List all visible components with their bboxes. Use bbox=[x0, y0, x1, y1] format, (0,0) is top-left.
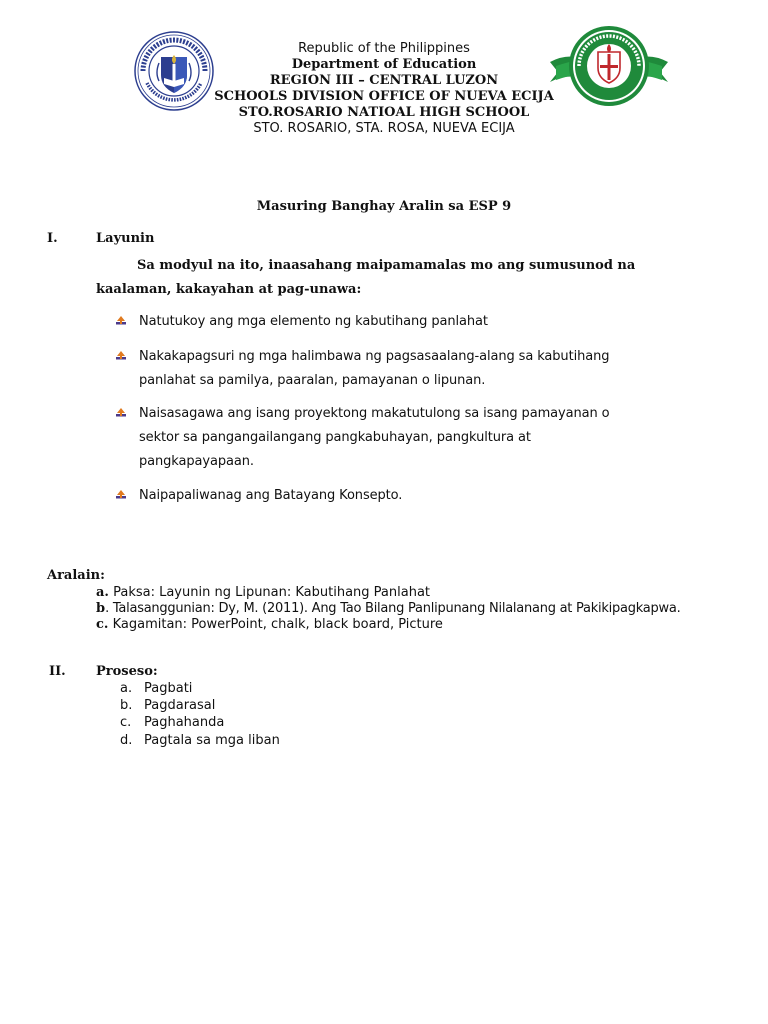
item-text: Pagtala sa mga liban bbox=[144, 733, 280, 748]
item-marker: c. bbox=[120, 715, 132, 730]
item-text: Paghahanda bbox=[144, 715, 225, 730]
objective-text-line1: Natutukoy ang mga elemento ng kabutihang panlahat bbox=[139, 314, 488, 329]
lesson-plan-title: Masuring Banghay Aralin sa ESP 9 bbox=[256, 199, 512, 214]
objective-item bbox=[116, 345, 676, 393]
objective-text-line2: sektor sa pangangailangang pangkabuhayan, pangkultura at bbox=[139, 430, 531, 445]
item-marker: a. bbox=[120, 681, 133, 696]
aralain-item bbox=[96, 585, 430, 601]
item-marker: b. bbox=[120, 698, 133, 713]
item-marker: d. bbox=[120, 733, 133, 748]
objective-item bbox=[116, 402, 676, 474]
header-address: STO. ROSARIO, STA. ROSA, NUEVA ECIJA bbox=[253, 121, 515, 136]
header-school-name: STO.ROSARIO NATIOAL HIGH SCHOOL bbox=[238, 105, 530, 120]
item-text: Paksa: Layunin ng Lipunan: Kabutihang Panlahat bbox=[113, 585, 431, 600]
section-heading: Layunin bbox=[96, 231, 155, 246]
intro-text-line1: Sa modyul na ito, inaasahang maipamamalas mo ang sumusunod na bbox=[137, 258, 636, 273]
arrow-bullet-icon bbox=[116, 316, 128, 328]
item-marker: b bbox=[96, 601, 106, 616]
objective-item bbox=[116, 310, 676, 334]
header-republic: Republic of the Philippines bbox=[298, 41, 470, 56]
section-number: I. bbox=[47, 231, 58, 246]
proseso-item bbox=[120, 698, 215, 714]
header-division: SCHOOLS DIVISION OFFICE OF NUEVA ECIJA bbox=[214, 89, 554, 104]
section-heading: Proseso: bbox=[96, 664, 158, 679]
aralain-label: Aralain: bbox=[47, 568, 105, 583]
objective-text-line1: Naisasagawa ang isang proyektong makatutulong sa isang pamayanan o bbox=[139, 406, 610, 421]
intro-text-line2: kaalaman, kakayahan at pag-unawa: bbox=[96, 282, 362, 297]
objective-text-line2: panlahat sa pamilya, paaralan, pamayanan o lipunan. bbox=[139, 373, 486, 388]
item-text: Pagdarasal bbox=[144, 698, 216, 713]
objective-text-line1: Naipapaliwanag ang Batayang Konsepto. bbox=[139, 488, 403, 503]
section-number: II. bbox=[49, 664, 66, 679]
item-text: . Talasanggunian: Dy, M. (2011). Ang Tao Bilang Panlipunang Nilalanang at Pakikipagkapwa. bbox=[105, 601, 681, 616]
objective-text-line1: Nakakapagsuri ng mga halimbawa ng pagsasaalang-alang sa kabutihang bbox=[139, 349, 610, 364]
item-text: Pagbati bbox=[144, 681, 193, 696]
header-department: Department of Education bbox=[291, 57, 477, 72]
proseso-item bbox=[120, 681, 192, 697]
aralain-item bbox=[96, 617, 443, 633]
arrow-bullet-icon bbox=[116, 351, 128, 363]
item-marker: a. bbox=[96, 585, 109, 600]
school-seal-logo bbox=[548, 22, 670, 114]
arrow-bullet-icon bbox=[116, 408, 128, 420]
aralain-item bbox=[96, 601, 681, 617]
arrow-bullet-icon bbox=[116, 490, 128, 502]
objective-text-line3: pangkapayapaan. bbox=[139, 454, 254, 469]
header-region: REGION III – CENTRAL LUZON bbox=[269, 73, 499, 88]
proseso-item bbox=[120, 733, 280, 749]
proseso-item bbox=[120, 715, 224, 731]
item-marker: c. bbox=[96, 617, 109, 632]
objective-item bbox=[116, 484, 676, 508]
item-text: Kagamitan: PowerPoint, chalk, black board, Picture bbox=[112, 617, 443, 632]
